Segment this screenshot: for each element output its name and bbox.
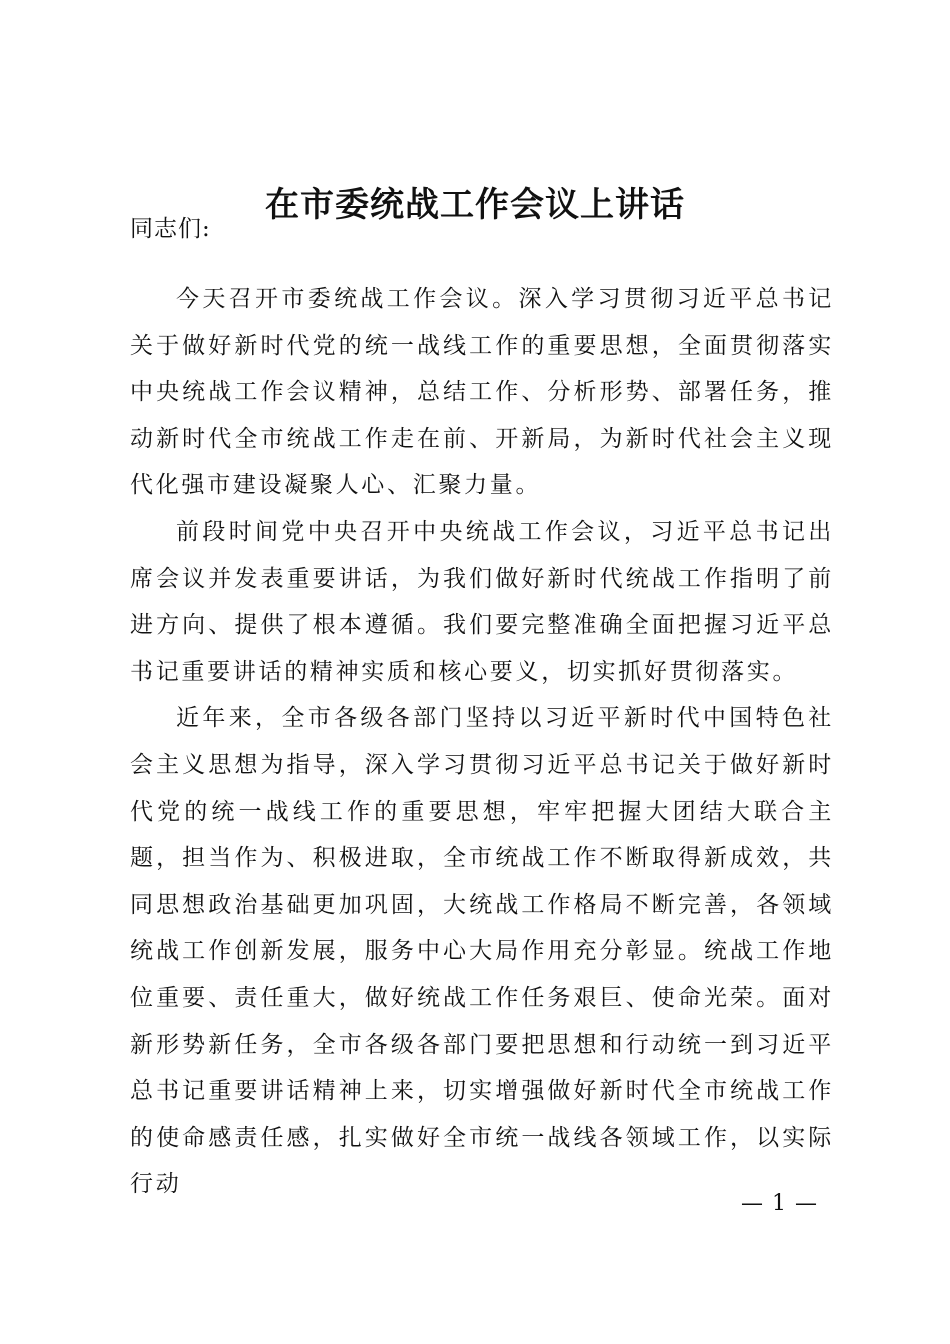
salutation: 同志们: [130,216,211,242]
document-title: 在市委统战工作会议上讲话 [265,185,685,225]
paragraph-2: 前段时间党中央召开中央统战工作会议，习近平总书记出席会议并发表重要讲话，为我们做好新时代统战工作指明了前进方向、提供了根本遵循。我们要完整准确全面把握习近平总书记重要讲话的精神实质和核心要义，切实抓好贯彻落实。 [130,518,834,685]
paragraph-1: 今天召开市委统战工作会议。深入学习贯彻习近平总书记关于做好新时代党的统一战线工作的重要思想，全面贯彻落实中央统战工作会议精神，总结工作、分析形势、部署任务，推动新时代全市统战工作走在前、开新局，为新时代社会主义现代化强市建设凝聚人心、汇聚力量。 [130,286,834,499]
page-number: — 1 — [741,1191,818,1216]
paragraph-3: 近年来，全市各级各部门坚持以习近平新时代中国特色社会主义思想为指导，深入学习贯彻习近平总书记关于做好新时代党的统一战线工作的重要思想，牢牢把握大团结大联合主题，担当作为、积极进取，全市统战工作不断取得新成效，共同思想政治基础更加巩固，大统战工作格局不断完善，各领域统战工作创新发展，服务中心大局作用充分彰显。统战工作地位重要、责任重大，做好统战工作任务艰巨、使命光荣。面对新形势新任务，全市各级各部门要把思想和行动统一到习近平总书记重要讲话精神上来，切实增强做好新时代全市统战工作的使命感责任感，扎实做好全市统一战线各领域工作，以实际行动 [130,705,834,1198]
document-body [130,276,834,1208]
